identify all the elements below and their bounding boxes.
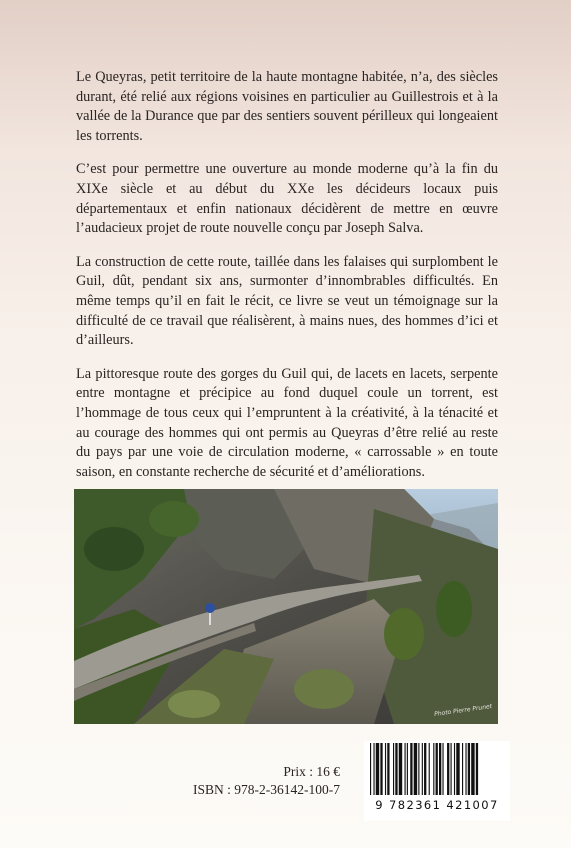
paragraph-3: La construction de cette route, taillée dans les falaises qui surplombent le Guil, dût, pendant six ans, surmonter d’innombrables difficultés. En même temps qu’il en fait le récit, ce livre se veut un témoignage sur la difficulté de ce travail que réalisèrent, à mains nues, des hommes d’ici et d’ailleurs.: [76, 253, 498, 349]
barcode-bar: [405, 743, 406, 795]
barcode-bar: [399, 743, 402, 795]
barcode-bar: [439, 743, 441, 795]
barcode-bar: [471, 743, 474, 795]
photo-illustration: [74, 489, 498, 724]
photo-credit: Photo Pierre Prunet: [433, 702, 493, 719]
paragraph-4: La pittoresque route des gorges du Guil qui, de lacets en lacets, serpente entre montagne et précipice au fond duquel coule un torrent, est l’hommage de tous ceux qui l’empruntent à la créativité, à la ténacité et au courage des hommes qui ont permis au Queyras d’être relié au reste du pays par une voie de circulation moderne, « carrossable » en toute saison, en constante recherche de sécurité et d’améliorations.: [76, 365, 498, 480]
barcode-bar: [373, 743, 374, 795]
price-label: Prix : 16 €: [283, 764, 340, 779]
barcode-bar: [476, 743, 478, 795]
isbn-barcode: [364, 741, 510, 821]
paragraph-2: C’est pour permettre une ouverture au monde moderne qu’à la fin du XIXe siècle et au début du XXe les décideurs locaux puis départementaux et enfin nationaux décidèrent de mettre en œuvre l’audacieux projet de route nouvelle conçu par Joseph Salva.: [76, 161, 498, 237]
isbn-label: ISBN : 978-2-36142-100-7: [193, 782, 340, 797]
barcode-bar: [387, 743, 389, 795]
barcode-bar: [462, 743, 463, 795]
barcode-bar: [395, 743, 397, 795]
barcode-bar: [447, 743, 449, 795]
barcode-bar: [370, 743, 371, 795]
barcode-bar: [424, 743, 426, 795]
barcode-bar: [454, 743, 455, 795]
barcode-bar: [429, 743, 430, 795]
barcode-digits: 9 782361 421007: [375, 798, 499, 812]
barcode-bar: [451, 743, 452, 795]
barcode-bar: [465, 743, 466, 795]
barcode-bar: [468, 743, 470, 795]
barcode-bar: [418, 743, 419, 795]
barcode-bar: [407, 743, 408, 795]
barcode-bar: [410, 743, 412, 795]
barcode-bar: [376, 743, 379, 795]
barcode-bar: [380, 743, 382, 795]
barcode-bar: [393, 743, 394, 795]
barcode-bar: [414, 743, 417, 795]
back-cover-text: [76, 68, 498, 496]
barcode-bars: [364, 741, 510, 797]
barcode-bar: [385, 743, 386, 795]
barcode-bar: [456, 743, 459, 795]
barcode-bar: [436, 743, 438, 795]
barcode-bar: [422, 743, 423, 795]
barcode-bar: [433, 743, 434, 795]
gorge-road-photo: [74, 489, 498, 724]
barcode-bar: [442, 743, 443, 795]
paragraph-1: Le Queyras, petit territoire de la haute montagne habitée, n’a, des siècles durant, été relié aux régions voisines en particulier au Guillestrois et à la vallée de la Durance que par des sentiers souvent périlleux qui longeaient les torrents.: [76, 69, 498, 144]
